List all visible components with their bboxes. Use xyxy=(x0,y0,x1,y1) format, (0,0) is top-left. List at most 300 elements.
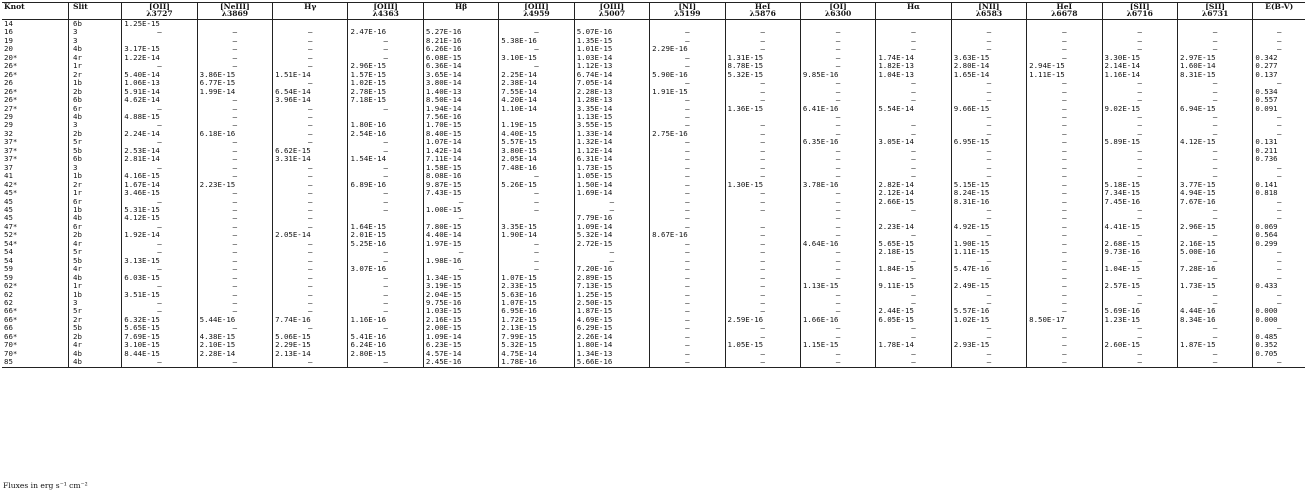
flux-cell: 9.66E-15 xyxy=(951,105,1026,113)
flux-cell: 1.09E-14 xyxy=(574,223,649,231)
flux-cell: 2.18E-15 xyxy=(876,248,951,256)
flux-cell: – xyxy=(951,147,1026,155)
flux-cell: – xyxy=(122,307,197,315)
table-row xyxy=(2,231,1305,239)
flux-cell: – xyxy=(1177,79,1252,87)
flux-cell: – xyxy=(1177,350,1252,358)
slit-cell: 5r xyxy=(69,307,122,315)
flux-cell: – xyxy=(122,105,197,113)
flux-cell: 7.99E-15 xyxy=(499,333,574,341)
flux-cell: – xyxy=(1102,155,1177,163)
flux-cell: – xyxy=(273,130,348,138)
flux-cell: – xyxy=(650,358,725,367)
flux-cell xyxy=(197,20,272,29)
knot-cell: 27* xyxy=(4,104,18,113)
flux-cell: 1.06E-13 xyxy=(122,79,197,87)
flux-cell: – xyxy=(876,88,951,96)
flux-cell: – xyxy=(197,257,272,265)
flux-cell: – xyxy=(951,130,1026,138)
flux-cell: – xyxy=(197,147,272,155)
flux-cell: 2.28E-14 xyxy=(197,350,272,358)
column-header-wavelength: λ6300 xyxy=(824,9,852,19)
knot-cell: 16 xyxy=(4,28,13,37)
flux-cell: – xyxy=(800,324,875,332)
flux-cell: 1.03E-15 xyxy=(423,307,498,315)
flux-cell: – xyxy=(348,248,423,256)
table-row xyxy=(2,181,1305,189)
flux-cell: 6.31E-14 xyxy=(574,155,649,163)
flux-cell: – xyxy=(122,248,197,256)
column-header xyxy=(273,3,348,20)
flux-cell: – xyxy=(1102,291,1177,299)
knot-cell: 62 xyxy=(4,298,13,307)
flux-cell: – xyxy=(876,333,951,341)
flux-cell: 5.90E-16 xyxy=(650,71,725,79)
ebv-cell: 0.069 xyxy=(1253,223,1305,231)
flux-cell: 4.40E-14 xyxy=(423,231,498,239)
table-row xyxy=(2,198,1305,206)
flux-cell: 1.84E-15 xyxy=(876,265,951,273)
flux-cell: 2.93E-15 xyxy=(951,341,1026,349)
flux-cell: – xyxy=(1027,45,1102,53)
table-row xyxy=(2,147,1305,155)
flux-cell: 6.36E-14 xyxy=(423,62,498,70)
slit-cell: 4b xyxy=(69,214,122,222)
slit-cell: 2b xyxy=(69,333,122,341)
column-header-name: Knot xyxy=(4,2,25,11)
flux-cell: 1.22E-14 xyxy=(122,54,197,62)
flux-cell: – xyxy=(273,113,348,121)
flux-cell: 8.40E-15 xyxy=(423,130,498,138)
flux-cell: 5.26E-15 xyxy=(499,181,574,189)
column-header-name: [NI] xyxy=(678,2,697,11)
flux-cell: – xyxy=(800,189,875,197)
column-header-name: [OIII] xyxy=(599,2,625,11)
flux-cell: – xyxy=(1027,130,1102,138)
flux-cell: 2.01E-15 xyxy=(348,231,423,239)
ebv-cell: – xyxy=(1253,130,1305,138)
knot-cell: 26 xyxy=(4,79,13,88)
flux-cell: 6.08E-15 xyxy=(423,54,498,62)
knot-cell: 26* xyxy=(4,96,18,105)
ebv-cell: – xyxy=(1253,37,1305,45)
flux-cell: – xyxy=(951,172,1026,180)
table-row xyxy=(2,358,1305,367)
flux-cell: – xyxy=(951,274,1026,282)
flux-cell: – xyxy=(273,214,348,222)
column-header-wavelength: λ5007 xyxy=(598,9,626,19)
flux-cell: – xyxy=(273,181,348,189)
flux-cell: – xyxy=(273,248,348,256)
flux-cell: – xyxy=(1102,88,1177,96)
knot-cell: 45 xyxy=(4,205,13,214)
flux-cell: 2.80E-15 xyxy=(348,350,423,358)
flux-cell: 2.13E-15 xyxy=(499,324,574,332)
flux-cell: – xyxy=(951,113,1026,121)
flux-cell: – xyxy=(197,189,272,197)
column-header xyxy=(348,3,423,20)
table-row xyxy=(2,257,1305,265)
flux-cell: – xyxy=(800,206,875,214)
flux-cell: – xyxy=(650,316,725,324)
flux-cell: 2.59E-16 xyxy=(725,316,800,324)
flux-cell: – xyxy=(650,54,725,62)
flux-cell: 9.87E-15 xyxy=(423,181,498,189)
flux-cell: – xyxy=(197,172,272,180)
flux-cell: 6.23E-15 xyxy=(423,341,498,349)
column-header-wavelength: λ6583 xyxy=(975,9,1003,19)
flux-cell: 1.07E-15 xyxy=(499,274,574,282)
flux-cell: – xyxy=(650,350,725,358)
table-body xyxy=(2,20,1305,368)
flux-cell: 5.32E-15 xyxy=(499,341,574,349)
flux-cell: – xyxy=(800,28,875,36)
flux-cell: – xyxy=(197,198,272,206)
flux-cell: – xyxy=(122,282,197,290)
flux-cell: – xyxy=(348,138,423,146)
ebv-cell: – xyxy=(1253,79,1305,87)
flux-cell: 1.80E-14 xyxy=(574,341,649,349)
flux-cell: – xyxy=(800,62,875,70)
flux-cell: – xyxy=(122,121,197,129)
flux-cell: – xyxy=(1027,248,1102,256)
flux-cell: – xyxy=(197,54,272,62)
flux-cell: – xyxy=(800,358,875,367)
ebv-cell: – xyxy=(1253,248,1305,256)
flux-cell: 2.53E-14 xyxy=(122,147,197,155)
flux-cell: 8.08E-16 xyxy=(423,172,498,180)
flux-cell: – xyxy=(273,307,348,315)
flux-cell: 7.28E-16 xyxy=(1177,265,1252,273)
flux-cell: – xyxy=(800,130,875,138)
flux-cell: 1.87E-15 xyxy=(574,307,649,315)
flux-cell: 3.55E-15 xyxy=(574,121,649,129)
flux-cell: – xyxy=(650,138,725,146)
flux-cell: 1.34E-13 xyxy=(574,350,649,358)
table-row xyxy=(2,96,1305,104)
flux-cell: – xyxy=(650,121,725,129)
flux-cell: 3.65E-14 xyxy=(423,71,498,79)
flux-cell: 1.19E-15 xyxy=(499,121,574,129)
flux-cell xyxy=(876,113,951,121)
table-row xyxy=(2,291,1305,299)
flux-cell: 3.63E-15 xyxy=(951,54,1026,62)
flux-cell: 4.20E-14 xyxy=(499,96,574,104)
column-header-name: Slit xyxy=(73,2,88,11)
ebv-cell: – xyxy=(1253,206,1305,214)
flux-cell: – xyxy=(650,214,725,222)
column-header xyxy=(574,3,649,20)
column-header-name: HeI xyxy=(754,2,771,11)
flux-cell: – xyxy=(725,88,800,96)
flux-cell: 1.94E-14 xyxy=(423,105,498,113)
flux-cell: – xyxy=(951,350,1026,358)
flux-cell: 2.25E-14 xyxy=(499,71,574,79)
ebv-cell: – xyxy=(1253,214,1305,222)
flux-cell: – xyxy=(273,265,348,273)
flux-cell: – xyxy=(273,198,348,206)
flux-cell: 8.24E-15 xyxy=(951,189,1026,197)
flux-cell: – xyxy=(1102,231,1177,239)
table-row xyxy=(2,138,1305,146)
flux-cell: 1.04E-13 xyxy=(876,71,951,79)
flux-cell: 1.60E-14 xyxy=(1177,62,1252,70)
slit-cell: 1b xyxy=(69,291,122,299)
flux-cell: – xyxy=(574,248,649,256)
flux-cell: 7.74E-16 xyxy=(273,316,348,324)
table-row xyxy=(2,54,1305,62)
flux-cell: – xyxy=(725,45,800,53)
flux-cell: – xyxy=(800,37,875,45)
flux-cell: – xyxy=(1177,324,1252,332)
flux-cell: – xyxy=(650,79,725,87)
flux-cell: – xyxy=(574,206,649,214)
flux-cell: 5.65E-15 xyxy=(876,240,951,248)
flux-cell: 4.75E-14 xyxy=(499,350,574,358)
flux-cell: 2.49E-15 xyxy=(951,282,1026,290)
flux-cell: – xyxy=(1102,130,1177,138)
flux-cell: 1.12E-13 xyxy=(574,62,649,70)
flux-cell: – xyxy=(876,45,951,53)
ebv-cell: 0.485 xyxy=(1253,333,1305,341)
flux-cell: – xyxy=(951,299,1026,307)
slit-cell: 6r xyxy=(69,198,122,206)
flux-cell: – xyxy=(1177,257,1252,265)
flux-cell: – xyxy=(650,164,725,172)
flux-cell: 4.62E-14 xyxy=(122,96,197,104)
flux-cell: 1.02E-15 xyxy=(951,316,1026,324)
flux-cell: 3.51E-15 xyxy=(122,291,197,299)
flux-cell: – xyxy=(650,37,725,45)
slit-cell: 5b xyxy=(69,257,122,265)
slit-cell: 4b xyxy=(69,45,122,53)
flux-cell: 1.07E-14 xyxy=(423,138,498,146)
flux-cell: 2.24E-14 xyxy=(122,130,197,138)
flux-cell: – xyxy=(273,28,348,36)
flux-cell: – xyxy=(650,172,725,180)
slit-cell: 4r xyxy=(69,265,122,273)
flux-cell: – xyxy=(650,105,725,113)
flux-cell: – xyxy=(348,45,423,53)
table-row xyxy=(2,189,1305,197)
flux-cell: – xyxy=(1102,214,1177,222)
flux-cell: 1.66E-16 xyxy=(800,316,875,324)
flux-cell: 4.57E-14 xyxy=(423,350,498,358)
table-row xyxy=(2,307,1305,315)
flux-cell: 1.31E-15 xyxy=(725,54,800,62)
slit-cell: 1b xyxy=(69,79,122,87)
ebv-cell: – xyxy=(1253,172,1305,180)
flux-cell: 1.15E-15 xyxy=(800,341,875,349)
knot-cell: 62* xyxy=(4,282,18,291)
flux-cell: 5.91E-14 xyxy=(122,88,197,96)
flux-cell: 5.69E-16 xyxy=(1102,307,1177,315)
flux-cell: – xyxy=(1177,45,1252,53)
flux-cell: – xyxy=(348,198,423,206)
flux-cell: 1.01E-15 xyxy=(574,45,649,53)
flux-cell: – xyxy=(197,138,272,146)
flux-cell: – xyxy=(197,223,272,231)
column-header xyxy=(69,3,122,20)
table-row xyxy=(2,113,1305,121)
flux-cell: 7.69E-15 xyxy=(122,333,197,341)
flux-cell: 3.35E-14 xyxy=(574,105,649,113)
ebv-cell: – xyxy=(1253,358,1305,367)
flux-cell: 8.67E-16 xyxy=(650,231,725,239)
flux-cell: – xyxy=(1102,45,1177,53)
flux-cell: – xyxy=(951,155,1026,163)
flux-cell xyxy=(650,20,725,29)
flux-cell: – xyxy=(725,265,800,273)
table-row xyxy=(2,105,1305,113)
table-row xyxy=(2,79,1305,87)
flux-cell: 1.74E-14 xyxy=(876,54,951,62)
flux-cell: – xyxy=(122,223,197,231)
flux-cell: 1.30E-15 xyxy=(725,181,800,189)
flux-cell: 2.81E-14 xyxy=(122,155,197,163)
flux-cell: 1.87E-15 xyxy=(1177,341,1252,349)
flux-cell: – xyxy=(499,248,574,256)
flux-cell: 1.04E-15 xyxy=(1102,265,1177,273)
slit-cell: 6b xyxy=(69,96,122,104)
flux-cell: – xyxy=(197,324,272,332)
flux-cell: – xyxy=(876,37,951,45)
flux-cell: 2.13E-14 xyxy=(273,350,348,358)
flux-cell: – xyxy=(348,189,423,197)
flux-cell xyxy=(499,20,574,29)
flux-cell: 7.18E-15 xyxy=(348,96,423,104)
flux-cell: – xyxy=(1027,37,1102,45)
flux-cell: 1.82E-13 xyxy=(876,62,951,70)
flux-cell: 6.41E-16 xyxy=(800,105,875,113)
slit-cell: 3 xyxy=(69,28,122,36)
knot-cell: 14 xyxy=(4,19,13,28)
slit-cell: 1b xyxy=(69,172,122,180)
knot-cell: 37* xyxy=(4,155,18,164)
flux-cell: 1.64E-15 xyxy=(348,223,423,231)
flux-cell: – xyxy=(348,206,423,214)
flux-cell: 1.98E-16 xyxy=(423,257,498,265)
flux-cell: – xyxy=(800,265,875,273)
flux-cell: 5.41E-16 xyxy=(348,333,423,341)
flux-cell: – xyxy=(273,37,348,45)
knot-cell: 19 xyxy=(4,36,13,45)
knot-cell: 42* xyxy=(4,180,18,189)
flux-cell: – xyxy=(1027,274,1102,282)
flux-cell: 1.73E-15 xyxy=(574,164,649,172)
slit-cell: 2r xyxy=(69,71,122,79)
flux-cell: 4.69E-15 xyxy=(574,316,649,324)
flux-cell: – xyxy=(951,291,1026,299)
flux-cell: 1.78E-14 xyxy=(876,341,951,349)
flux-cell: 1.57E-15 xyxy=(348,71,423,79)
flux-cell: 1.11E-15 xyxy=(951,248,1026,256)
flux-cell: – xyxy=(650,28,725,36)
flux-cell: 7.56E-16 xyxy=(423,113,498,121)
table-row xyxy=(2,350,1305,358)
flux-cell: – xyxy=(725,28,800,36)
line-flux-table xyxy=(2,2,1305,368)
flux-cell: 5.63E-16 xyxy=(499,291,574,299)
flux-cell: – xyxy=(1177,358,1252,367)
slit-cell: 2r xyxy=(69,181,122,189)
flux-cell: – xyxy=(1027,333,1102,341)
flux-cell: 2.47E-16 xyxy=(348,28,423,36)
ebv-cell: 0.211 xyxy=(1253,147,1305,155)
flux-cell: – xyxy=(197,206,272,214)
ebv-cell: – xyxy=(1253,164,1305,172)
flux-cell: – xyxy=(725,282,800,290)
flux-cell: 2.75E-16 xyxy=(650,130,725,138)
flux-cell: 1.34E-15 xyxy=(423,274,498,282)
flux-cell: 1.91E-15 xyxy=(650,88,725,96)
ebv-cell: – xyxy=(1253,274,1305,282)
flux-cell: 1.90E-15 xyxy=(951,240,1026,248)
flux-cell: – xyxy=(876,164,951,172)
flux-cell: 6.05E-15 xyxy=(876,316,951,324)
knot-cell: 45 xyxy=(4,214,13,223)
flux-cell: 7.20E-16 xyxy=(574,265,649,273)
flux-cell: – xyxy=(800,231,875,239)
flux-cell: – xyxy=(650,291,725,299)
knot-cell: 20* xyxy=(4,53,18,62)
flux-cell: – xyxy=(197,240,272,248)
flux-cell: 3.31E-14 xyxy=(273,155,348,163)
flux-cell: 1.35E-15 xyxy=(574,37,649,45)
flux-cell: 2.80E-14 xyxy=(951,62,1026,70)
flux-cell: 1.99E-14 xyxy=(197,88,272,96)
knot-cell: 52* xyxy=(4,231,18,240)
table-row xyxy=(2,324,1305,332)
knot-cell: 62 xyxy=(4,290,13,299)
table-row xyxy=(2,20,1305,29)
ebv-cell: 0.131 xyxy=(1253,138,1305,146)
flux-cell: – xyxy=(499,189,574,197)
flux-cell: 3.96E-14 xyxy=(273,96,348,104)
flux-cell: 7.48E-16 xyxy=(499,164,574,172)
flux-cell: – xyxy=(725,189,800,197)
knot-cell: 41 xyxy=(4,172,13,181)
flux-cell: 3.13E-15 xyxy=(122,257,197,265)
flux-cell: – xyxy=(348,37,423,45)
flux-cell: 6.89E-16 xyxy=(348,181,423,189)
flux-cell: – xyxy=(725,274,800,282)
flux-cell: 6.35E-16 xyxy=(800,138,875,146)
flux-cell: – xyxy=(273,206,348,214)
flux-cell: – xyxy=(273,45,348,53)
flux-cell: – xyxy=(197,214,272,222)
flux-cell: – xyxy=(800,113,875,121)
column-header-wavelength: λ5876 xyxy=(749,9,776,19)
flux-cell: – xyxy=(423,214,498,222)
flux-cell: – xyxy=(800,88,875,96)
flux-cell: – xyxy=(650,240,725,248)
column-header xyxy=(1027,3,1102,20)
flux-cell: – xyxy=(1102,358,1177,367)
flux-cell: 2.16E-15 xyxy=(1177,240,1252,248)
flux-cell: – xyxy=(951,206,1026,214)
flux-cell: – xyxy=(725,240,800,248)
table-row xyxy=(2,240,1305,248)
flux-cell: 1.23E-15 xyxy=(1102,316,1177,324)
flux-cell: – xyxy=(1027,341,1102,349)
flux-cell: – xyxy=(650,341,725,349)
flux-cell: 2.54E-16 xyxy=(348,130,423,138)
flux-cell: – xyxy=(800,79,875,87)
flux-cell: – xyxy=(574,198,649,206)
flux-cell: – xyxy=(273,324,348,332)
flux-cell: 4.88E-15 xyxy=(122,113,197,121)
